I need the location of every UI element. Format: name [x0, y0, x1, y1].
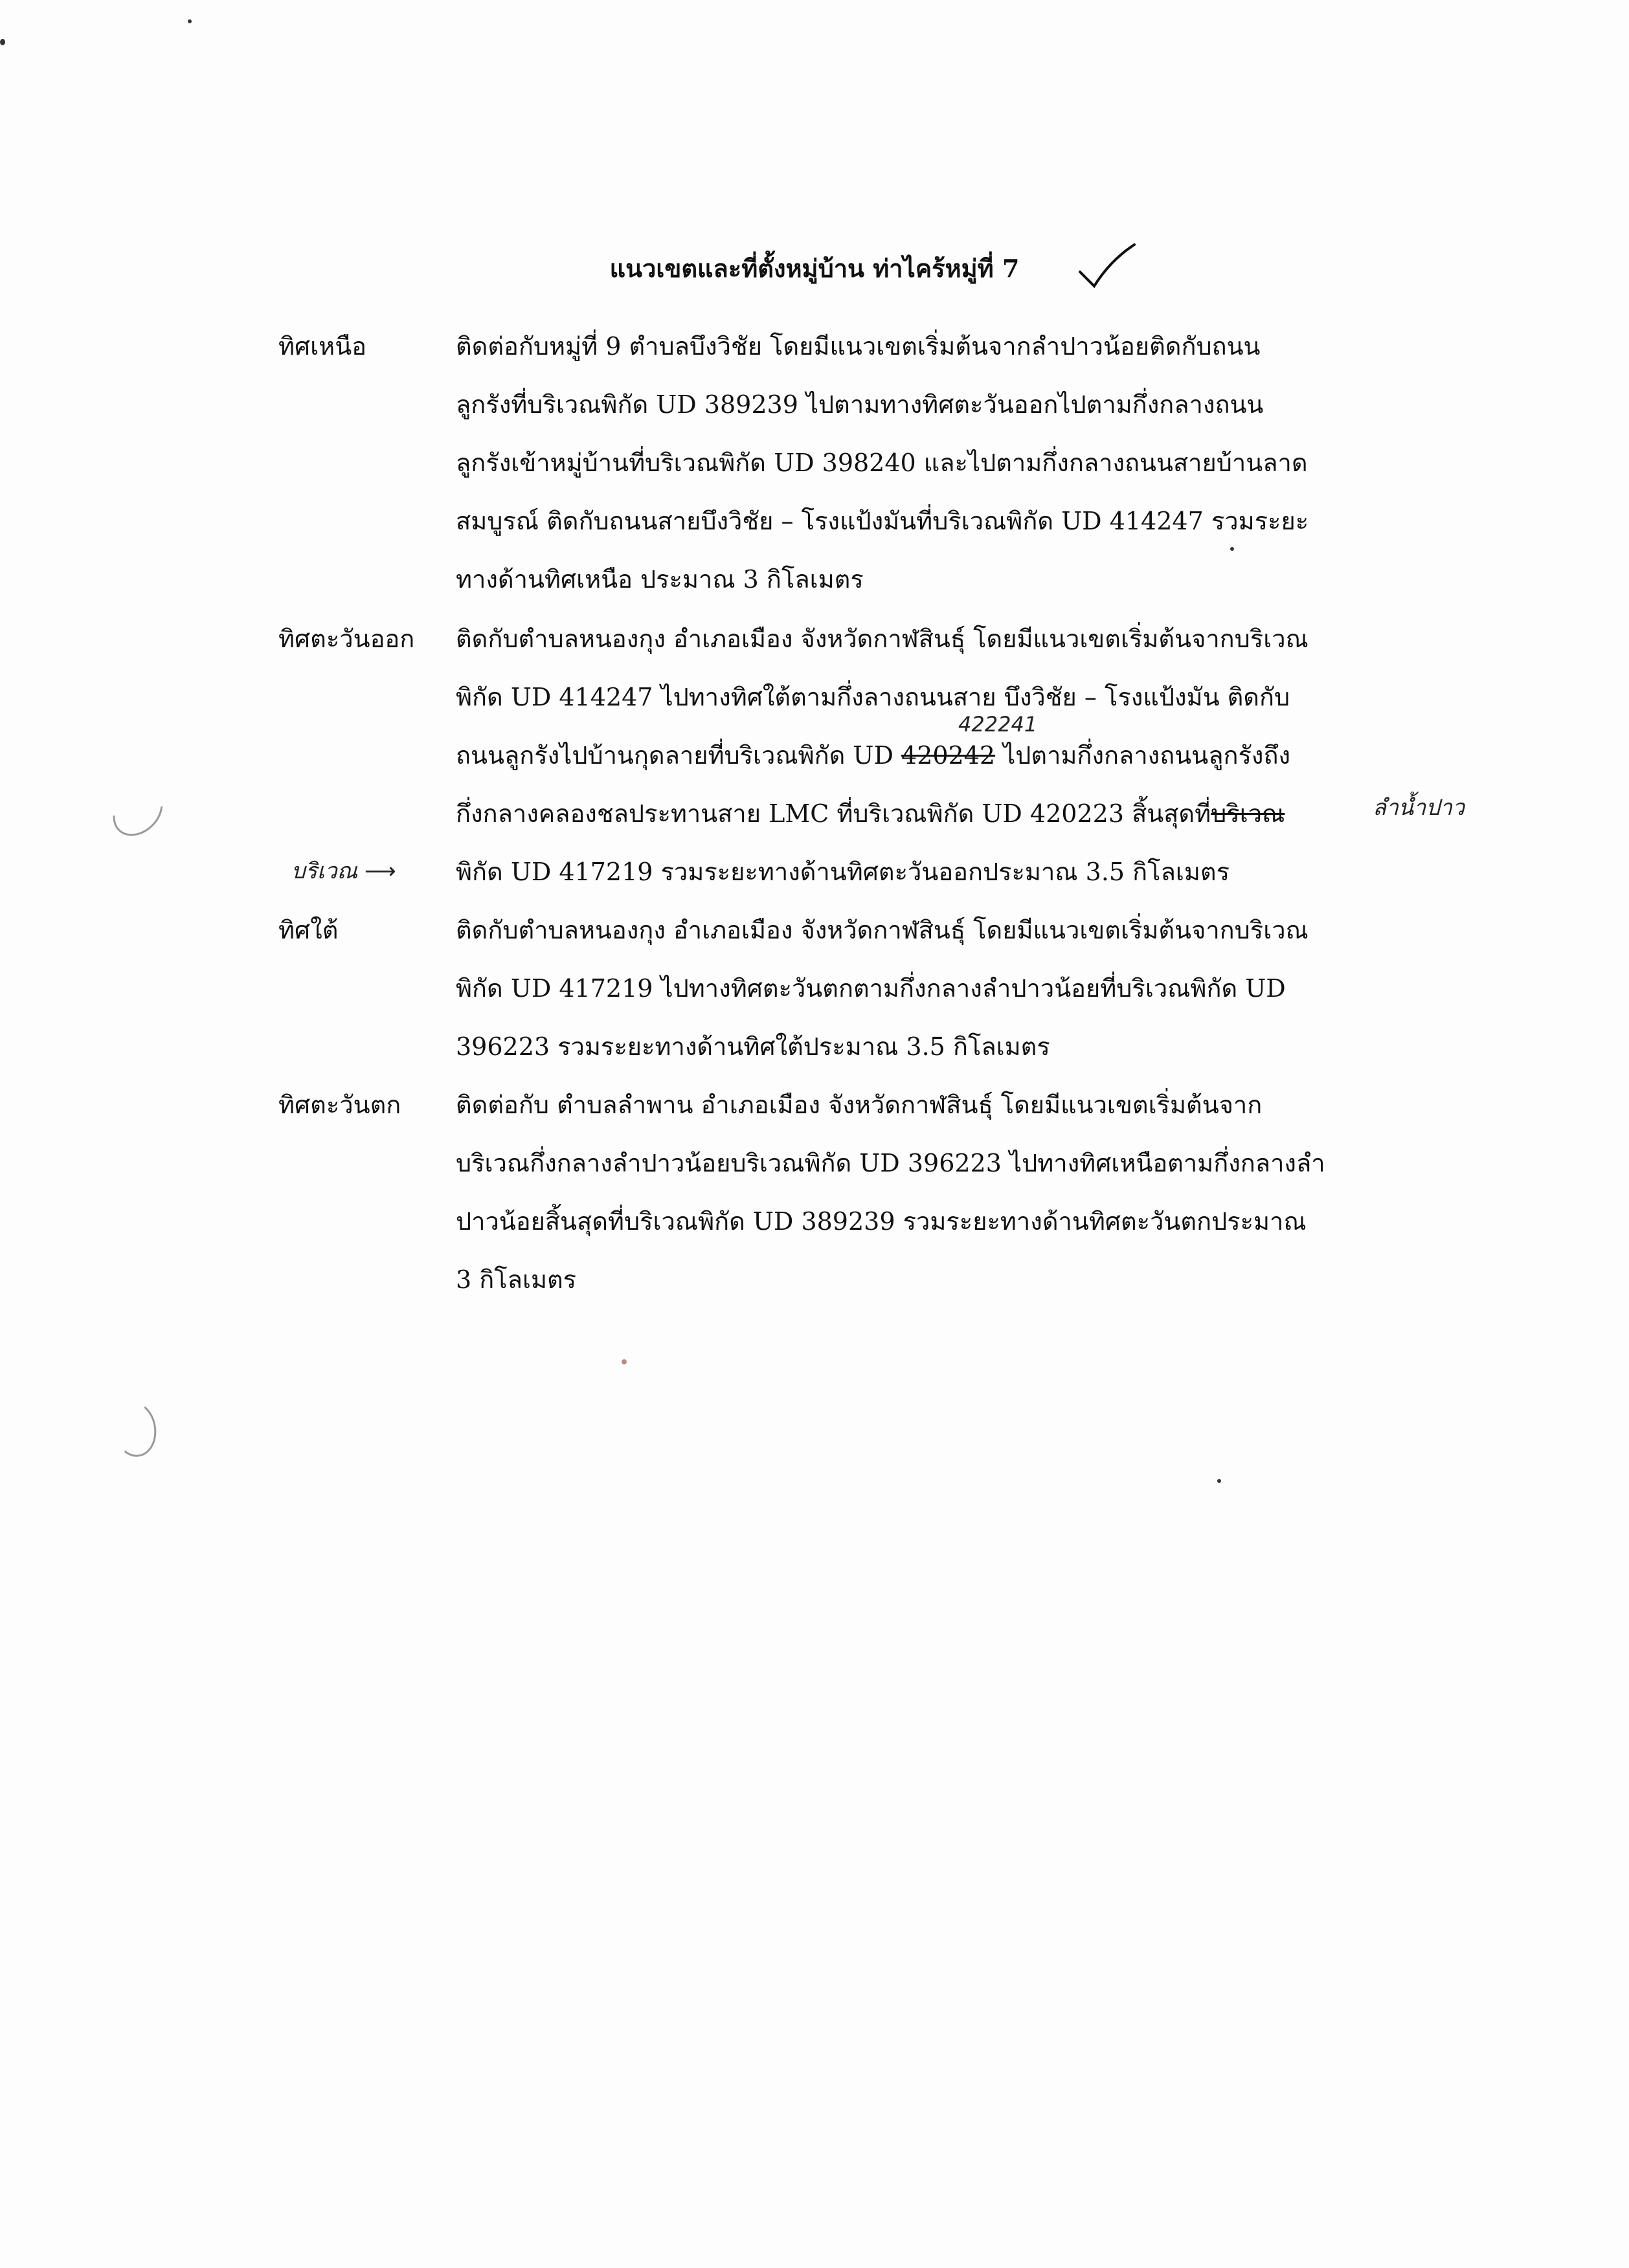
section-text [456, 901, 1427, 1076]
punch-hole-mark [103, 776, 172, 845]
section-text [456, 610, 1427, 901]
text-line: พิกัด UD 414247 ไปทางทิศใต้ตามกึ่งลางถนนสาย บึงวิชัย – โรงแป้งมัน ติดกับ [456, 683, 1290, 711]
section-text [456, 1076, 1427, 1309]
section-text [456, 317, 1427, 608]
punch-hole-mark [109, 1398, 161, 1460]
text-line: ติดต่อกับหมู่ที่ 9 ตำบลบึงวิชัย โดยมีแนวเขตเริ่มต้นจากลำปาวน้อยติดกับถนน [456, 332, 1261, 361]
text-line: สมบูรณ์ ติดกับถนนสายบึงวิชัย – โรงแป้งมันที่บริเวณพิกัด UD 414247 รวมระยะ [456, 507, 1309, 535]
handwritten-note-right: ลำน้ำปาว [1373, 795, 1465, 821]
text-line: ลูกรังเข้าหมู่บ้านที่บริเวณพิกัด UD 398240 และไปตามกึ่งกลางถนนสายบ้านลาด [456, 449, 1308, 477]
text-line-with-correction [456, 726, 1427, 784]
text-line: ติดกับตำบลหนองกุง อำเภอเมือง จังหวัดกาฬสินธุ์ โดยมีแนวเขตเริ่มต้นจากบริเวณ [456, 625, 1309, 653]
text-line-end: ไปตามกึ่งกลางถนนลูกรังถึง [1003, 741, 1291, 770]
handwritten-correction: 422241 [958, 712, 1038, 737]
text-line-start: ถนนลูกรังไปบ้านกุดลายที่บริเวณพิกัด UD [456, 741, 893, 770]
text-line-start: กึ่งกลางคลองชลประทานสาย LMC ที่บริเวณพิกัด UD 420223 สิ้นสุดที่ [456, 799, 1211, 828]
struck-coordinate: 420242 [901, 741, 996, 770]
scan-speck [1217, 1479, 1221, 1483]
handwritten-note-left [291, 853, 396, 888]
arrow-icon: ⟶ [364, 858, 396, 884]
handwritten-note-text: บริเวณ [291, 858, 358, 884]
text-line-with-strike [456, 784, 1427, 843]
text-line: 396223 รวมระยะทางด้านทิศใต้ประมาณ 3.5 กิโลเมตร [456, 1032, 1050, 1061]
text-line: พิกัด UD 417219 รวมระยะทางด้านทิศตะวันออกประมาณ 3.5 กิโลเมตร [456, 858, 1230, 886]
text-line: ติดต่อกับ ตำบลลำพาน อำเภอเมือง จังหวัดกาฬสินธุ์ โดยมีแนวเขตเริ่มต้นจาก [456, 1091, 1263, 1119]
section-label: ทิศตะวันออก [278, 625, 415, 653]
checkmark-icon [1075, 241, 1140, 293]
section-label: ทิศใต้ [278, 916, 339, 944]
section-label: ทิศตะวันตก [278, 1091, 401, 1119]
text-line: ปาวน้อยสิ้นสุดที่บริเวณพิกัด UD 389239 รวมระยะทางด้านทิศตะวันตกประมาณ [456, 1207, 1307, 1236]
text-line: ลูกรังที่บริเวณพิกัด UD 389239 ไปตามทางทิศตะวันออกไปตามกึ่งกลางถนน [456, 390, 1264, 419]
text-line: ทางด้านทิศเหนือ ประมาณ 3 กิโลเมตร [456, 565, 864, 594]
scan-speck [188, 19, 192, 23]
struck-word: บริเวณ [1211, 799, 1285, 828]
scan-speck [622, 1359, 627, 1364]
section-label: ทิศเหนือ [278, 332, 367, 361]
scan-speck [0, 39, 5, 45]
text-line: พิกัด UD 417219 ไปทางทิศตะวันตกตามกึ่งกลางลำปาวน้อยที่บริเวณพิกัด UD [456, 974, 1286, 1003]
page-title-text: แนวเขตและที่ตั้งหมู่บ้าน ท่าไคร้หมู่ที่ 7 [609, 254, 1020, 283]
text-line: บริเวณกึ่งกลางลำปาวน้อยบริเวณพิกัด UD 396223 ไปทางทิศเหนือตามกึ่งกลางลำ [456, 1149, 1325, 1177]
page-title [0, 249, 1629, 288]
text-line: 3 กิโลเมตร [456, 1265, 577, 1294]
text-line: ติดกับตำบลหนองกุง อำเภอเมือง จังหวัดกาฬสินธุ์ โดยมีแนวเขตเริ่มต้นจากบริเวณ [456, 916, 1309, 944]
